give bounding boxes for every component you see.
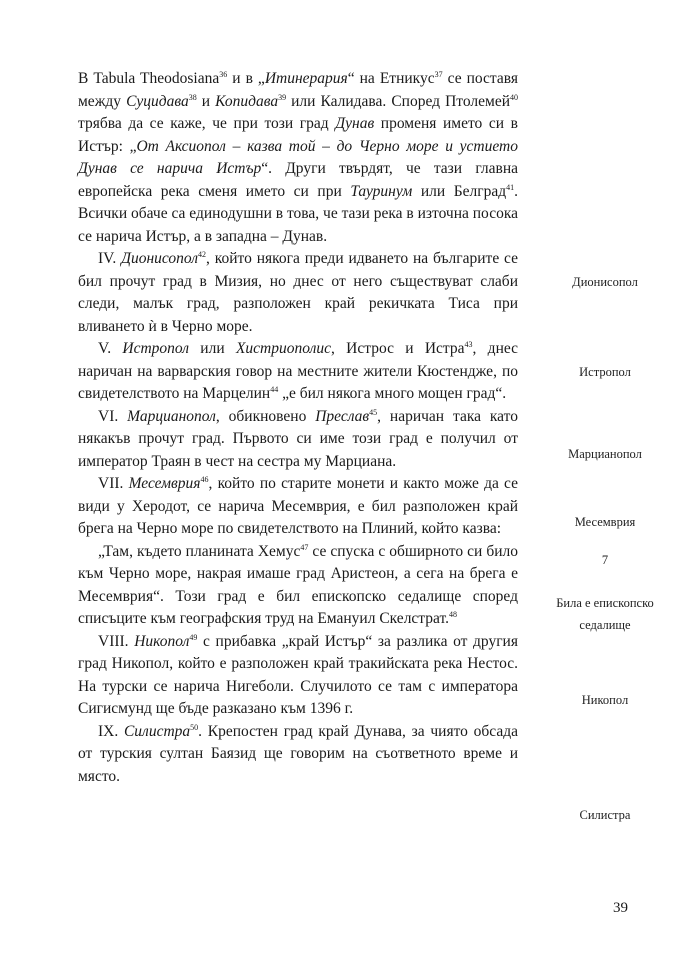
margin-note-mesembria: Месемврия <box>574 515 636 529</box>
paragraph-intro <box>78 68 518 248</box>
footnote-ref: 36 <box>219 69 228 79</box>
paragraph-dionysopol <box>78 248 518 338</box>
italic-term: Силистра <box>123 722 191 740</box>
italic-term: Дунав <box>335 115 375 132</box>
footnote-ref: 43 <box>464 339 473 349</box>
italic-term: Марцианопол <box>127 407 216 425</box>
footnote-ref: 38 <box>188 92 197 102</box>
footnote-ref: 37 <box>434 69 443 79</box>
text-run: „е бил някога много мощен град“. <box>278 385 507 402</box>
italic-term: казва той – до Черно море и устието Дунав се нарича Истър <box>78 137 518 177</box>
text-run: . Всички обаче са единодушни в това, че тази река в източна посока се нарича Истър, а в западна – Дунав. <box>78 182 519 245</box>
italic-term: Хистриополис <box>235 340 331 357</box>
text-run: и в „ <box>227 70 265 87</box>
footnote-ref: 46 <box>200 474 209 484</box>
italic-term: Никопол <box>134 632 190 650</box>
footnote-ref: 49 <box>189 632 198 642</box>
text-run: VII. <box>98 475 129 492</box>
text-run: с прибавка „край Истър“ за разлика от другия град Никопол, който е разположен край тракийската река Нестос. На турски се нарича Нигеболи. Случилото се там с императора Сигисмунд ще бъде разказано към 1396 г. <box>78 632 518 717</box>
footnote-ref: 40 <box>510 92 518 102</box>
text-run: се поставя между <box>78 70 518 110</box>
footnote-ref: 45 <box>369 407 378 417</box>
text-run: „Там, където планината Хемус <box>98 542 301 560</box>
text-run: се спуска с обширното си било към Черно море, накрая имаше град Аристеон, а сега на брега е Месемврия“. Този град е бил епископско седалище според списъците към географския труд на Емануил Скелстрат. <box>78 542 518 627</box>
italic-term: Месемврия <box>128 475 201 492</box>
text-run: “ на Етникус <box>347 70 435 87</box>
text-run: , Истрос и Истра <box>330 340 465 357</box>
text-run: , който някога преди идването на българите се бил прочут град в Мизия, но днес от него съществуват слаби следи, малък град, разположен край рекичката Тиса при вливането ѝ в Черно море. <box>78 250 518 335</box>
footnote-ref: 48 <box>448 609 457 619</box>
text-run: , наричан така като някакъв прочут град. Първото си име този град е получил от император Траян в чест на сестра му Марциана. <box>78 407 518 470</box>
footnote-ref: 50 <box>190 722 199 732</box>
paragraph-marcianopol <box>78 406 518 474</box>
text-run: , който по старите монети и както може да се види у Херодот, се нарича Месемврия, е бил разположен край брега на Черно море по свидетелството на Плиний, който казва: <box>78 475 518 537</box>
main-text-block <box>78 68 518 788</box>
italic-term: Итинерария <box>264 70 348 87</box>
text-run: – <box>225 137 248 155</box>
margin-note-nicopol: Никопол <box>581 693 629 707</box>
text-run: VIII. <box>98 632 135 650</box>
margin-note-istropol: Истропол <box>579 365 631 379</box>
italic-term: Преслав <box>315 407 370 425</box>
footnote-ref: 42 <box>198 249 207 259</box>
margin-note-episcopal-line2: седалище <box>579 618 631 632</box>
text-run: или Калидава. Според Птолемей <box>286 92 510 110</box>
paragraph-mesembria <box>78 473 518 541</box>
paragraph-nicopol <box>78 631 518 721</box>
margin-note-dionysopol: Дионисопол <box>572 275 638 289</box>
text-run: променя името си в Истър: „ <box>78 115 518 155</box>
footnote-ref: 47 <box>300 542 309 552</box>
paragraph-pliny-quote <box>78 541 518 631</box>
italic-term: Тауринум <box>350 182 413 200</box>
text-run: V. <box>98 340 123 357</box>
text-run: IV. <box>98 250 122 267</box>
italic-term: Дионисопол <box>121 250 199 267</box>
text-run: или <box>189 340 236 357</box>
text-run: , днес наричан на варварския говор на местните жители Кюстендже, по свидетелството на Марцелин <box>78 340 519 402</box>
margin-note-episcopal-line1: Била е епископско <box>556 596 654 610</box>
italic-term: Суцидава <box>126 92 189 110</box>
text-run: . Крепостен град край Дунава, за чиято обсада от турския султан Баязид ще говорим на съответното време и място. <box>78 722 518 785</box>
italic-term: Истропол <box>122 340 190 357</box>
italic-term: Копидава <box>215 92 279 110</box>
text-run: , обикновено <box>215 407 316 425</box>
text-run: и <box>196 92 216 110</box>
text-run: трябва да се каже, че при този град <box>78 115 336 132</box>
footnote-ref: 39 <box>278 92 287 102</box>
text-run: VI. <box>98 407 128 425</box>
paragraph-silistra <box>78 721 518 789</box>
margin-note-silistra: Силистра <box>579 808 631 822</box>
text-run: “. Други твърдят, че тази главна европейска река сменя името си при <box>78 160 518 200</box>
footnote-ref: 41 <box>506 182 515 192</box>
text-run: IX. <box>98 722 124 740</box>
italic-term: От Аксиопол <box>136 137 226 155</box>
margin-note-number-seven: 7 <box>601 553 609 567</box>
margin-note-marcianopol: Марцианопол <box>568 447 642 461</box>
page-number: 39 <box>613 900 628 916</box>
paragraph-istropol <box>78 338 518 406</box>
text-run: В Tabula Theodosiana <box>78 70 220 87</box>
footnote-ref: 44 <box>270 384 279 394</box>
text-run: или Белград <box>412 182 507 200</box>
